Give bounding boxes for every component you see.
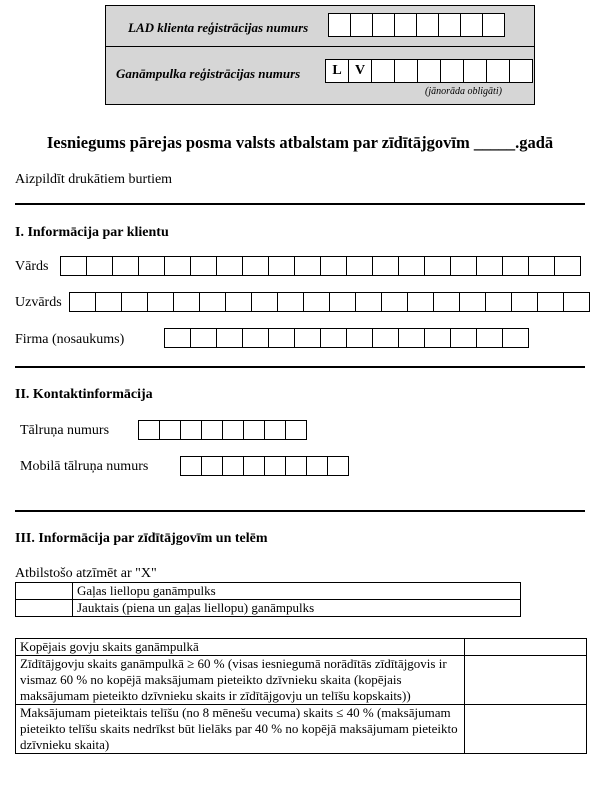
letter-cell[interactable]	[242, 328, 269, 348]
digit-cell[interactable]	[264, 420, 286, 440]
letter-cell[interactable]	[372, 256, 399, 276]
digit-cell[interactable]	[417, 59, 441, 83]
digit-cell[interactable]	[509, 59, 533, 83]
digit-cell[interactable]	[460, 13, 483, 37]
digit-cell[interactable]	[201, 456, 223, 476]
digit-cell[interactable]	[372, 13, 395, 37]
letter-cell[interactable]	[346, 256, 373, 276]
digit-cell[interactable]	[285, 420, 307, 440]
phone-field[interactable]	[138, 420, 307, 440]
letter-cell[interactable]	[251, 292, 278, 312]
section-3-heading: III. Informācija par zīdītājgovīm un telēm	[15, 531, 268, 546]
section-divider	[15, 203, 585, 205]
letter-cell[interactable]	[112, 256, 139, 276]
letter-cell[interactable]	[502, 328, 529, 348]
digit-cell[interactable]	[201, 420, 223, 440]
company-field[interactable]	[164, 328, 529, 348]
herd-type-checkbox-mixed[interactable]	[16, 600, 73, 617]
digit-cell[interactable]	[327, 456, 349, 476]
letter-cell[interactable]	[277, 292, 304, 312]
instruction-text: Aizpildīt drukātiem burtiem	[15, 172, 173, 187]
herd-type-meat: Gaļas liellopu ganāmpulks	[73, 583, 521, 600]
letter-cell[interactable]	[329, 292, 356, 312]
letter-cell[interactable]	[320, 256, 347, 276]
letter-cell[interactable]	[511, 292, 538, 312]
mobile-field[interactable]	[180, 456, 349, 476]
digit-cell[interactable]	[394, 13, 417, 37]
suckler-cows-value-cell[interactable]	[465, 656, 587, 705]
letter-cell[interactable]	[164, 256, 191, 276]
letter-cell[interactable]	[225, 292, 252, 312]
letter-cell[interactable]	[398, 256, 425, 276]
digit-cell[interactable]	[440, 59, 464, 83]
herd-type-checkbox-meat[interactable]	[16, 583, 73, 600]
letter-cell[interactable]	[190, 328, 217, 348]
mobile-label: Mobilā tālruņa numurs	[20, 459, 149, 474]
digit-cell[interactable]	[371, 59, 395, 83]
letter-cell[interactable]	[398, 328, 425, 348]
letter-cell[interactable]	[381, 292, 408, 312]
letter-cell[interactable]	[173, 292, 200, 312]
surname-field[interactable]	[69, 292, 590, 312]
letter-cell[interactable]	[268, 256, 295, 276]
phone-label: Tālruņa numurs	[20, 423, 110, 438]
letter-cell[interactable]	[563, 292, 590, 312]
section-divider	[15, 510, 585, 512]
table-row	[16, 705, 587, 754]
letter-cell[interactable]	[424, 328, 451, 348]
letter-cell[interactable]	[216, 256, 243, 276]
digit-cell[interactable]	[486, 59, 510, 83]
letter-cell[interactable]	[459, 292, 486, 312]
digit-cell[interactable]	[394, 59, 418, 83]
letter-cell[interactable]	[433, 292, 460, 312]
surname-label: Uzvārds	[15, 295, 62, 310]
letter-cell[interactable]	[450, 256, 477, 276]
herd-registration-label: Ganāmpulka reģistrācijas numurs	[116, 66, 301, 81]
digit-cell[interactable]	[416, 13, 439, 37]
table-row	[16, 600, 521, 617]
company-label: Firma (nosaukums)	[15, 332, 125, 347]
digit-cell[interactable]	[328, 13, 351, 37]
table-row	[16, 639, 587, 656]
total-cows-value-cell[interactable]	[465, 639, 587, 656]
letter-cell[interactable]	[121, 292, 148, 312]
letter-cell[interactable]	[372, 328, 399, 348]
digit-cell[interactable]	[285, 456, 307, 476]
letter-cell[interactable]	[528, 256, 555, 276]
letter-cell[interactable]	[537, 292, 564, 312]
letter-cell[interactable]	[190, 256, 217, 276]
digit-cell[interactable]	[306, 456, 328, 476]
letter-cell[interactable]	[294, 328, 321, 348]
table-row	[16, 583, 521, 600]
digit-cell[interactable]	[180, 456, 202, 476]
letter-cell[interactable]	[355, 292, 382, 312]
letter-cell[interactable]	[554, 256, 581, 276]
letter-cell[interactable]	[138, 256, 165, 276]
page-title: Iesniegums pārejas posma valsts atbalstam par zīdītājgovīm _____.gadā	[46, 133, 554, 152]
section-2-heading: II. Kontaktinformācija	[15, 387, 153, 402]
cow-counts-table	[15, 638, 587, 754]
header-divider	[105, 46, 535, 47]
digit-cell[interactable]	[438, 13, 461, 37]
total-cows-label: Kopējais govju skaits ganāmpulkā	[16, 639, 465, 656]
digit-cell[interactable]	[138, 420, 160, 440]
digit-cell[interactable]	[159, 420, 181, 440]
digit-cell[interactable]	[264, 456, 286, 476]
digit-cell[interactable]	[243, 456, 265, 476]
herd-registration-number-field[interactable]	[325, 59, 533, 83]
mandatory-note: (jānorāda obligāti)	[425, 86, 502, 97]
digit-cell[interactable]	[222, 456, 244, 476]
prefix-cell-l: L	[325, 59, 349, 83]
letter-cell[interactable]	[60, 256, 87, 276]
letter-cell[interactable]	[502, 256, 529, 276]
letter-cell[interactable]	[147, 292, 174, 312]
digit-cell[interactable]	[482, 13, 505, 37]
digit-cell[interactable]	[350, 13, 373, 37]
letter-cell[interactable]	[476, 328, 503, 348]
suckler-cows-label: Zīdītājgovju skaits ganāmpulkā ≥ 60 % (visas iesniegumā norādītās zīdītājgovis ir vismaz 60 % no kopējā maksājumam pieteikto dzīvnieku skaita (kopējais maksājumam pieteikto dzīvnieku skaits ir zīdītājgovju un telīšu kopskaits))	[16, 656, 465, 705]
letter-cell[interactable]	[303, 292, 330, 312]
prefix-cell-v: V	[348, 59, 372, 83]
letter-cell[interactable]	[407, 292, 434, 312]
herd-type-table	[15, 582, 521, 617]
letter-cell[interactable]	[476, 256, 503, 276]
letter-cell[interactable]	[216, 328, 243, 348]
section-1-heading: I. Informācija par klientu	[15, 225, 169, 240]
name-field[interactable]	[60, 256, 581, 276]
lad-client-label: LAD klienta reģistrācijas numurs	[128, 20, 309, 35]
herd-type-mixed: Jauktais (piena un gaļas liellopu) ganāmpulks	[73, 600, 521, 617]
letter-cell[interactable]	[86, 256, 113, 276]
name-label: Vārds	[15, 259, 49, 274]
section-divider	[15, 366, 585, 368]
letter-cell[interactable]	[450, 328, 477, 348]
letter-cell[interactable]	[485, 292, 512, 312]
heifers-label: Maksājumam pieteiktais telīšu (no 8 mēnešu vecuma) skaits ≤ 40 % (maksājumam pieteikto telīšu skaits nedrīkst būt lielāks par 40 % no kopējā maksājumam pieteikto dzīvnieku skaita)	[16, 705, 465, 754]
digit-cell[interactable]	[463, 59, 487, 83]
letter-cell[interactable]	[268, 328, 295, 348]
letter-cell[interactable]	[346, 328, 373, 348]
mark-instruction: Atbilstošo atzīmēt ar "X"	[15, 566, 157, 581]
heifers-value-cell[interactable]	[465, 705, 587, 754]
letter-cell[interactable]	[164, 328, 191, 348]
digit-cell[interactable]	[243, 420, 265, 440]
letter-cell[interactable]	[199, 292, 226, 312]
digit-cell[interactable]	[222, 420, 244, 440]
letter-cell[interactable]	[69, 292, 96, 312]
digit-cell[interactable]	[180, 420, 202, 440]
letter-cell[interactable]	[294, 256, 321, 276]
letter-cell[interactable]	[424, 256, 451, 276]
letter-cell[interactable]	[95, 292, 122, 312]
letter-cell[interactable]	[242, 256, 269, 276]
letter-cell[interactable]	[320, 328, 347, 348]
table-row	[16, 656, 587, 705]
lad-client-number-field[interactable]	[328, 13, 505, 37]
